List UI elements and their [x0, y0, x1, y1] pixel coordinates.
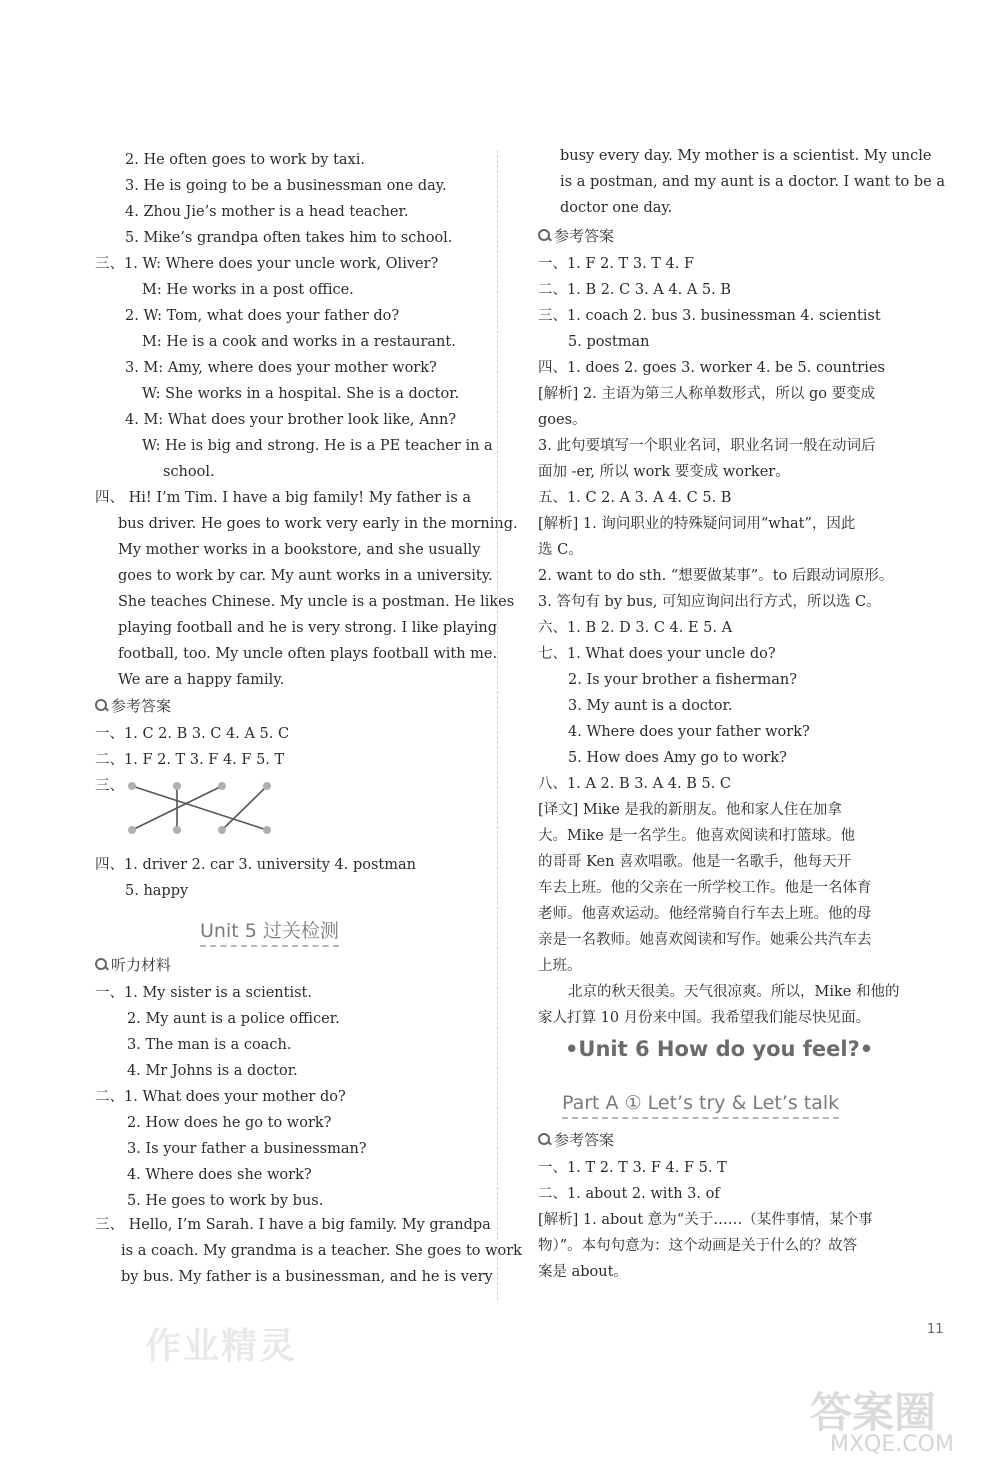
- text-line: 3. 答句有 by bus, 可知应询问出行方式，所以选 C。: [538, 594, 881, 610]
- text-line: 三、 Hello, I’m Sarah. I have a big family. My grandpa: [95, 1217, 491, 1233]
- text-line: [译文] Mike 是我的新朋友。他和家人住在加拿: [538, 802, 842, 818]
- text-line: 5. He goes to work by bus.: [127, 1193, 324, 1209]
- unit6-title: •Unit 6 How do you feel?•: [565, 1037, 874, 1061]
- text-line: goes to work by car. My aunt works in a university.: [118, 568, 493, 584]
- text-line: 4. Zhou Jie’s mother is a head teacher.: [125, 204, 409, 220]
- page-number: 11: [927, 1322, 944, 1337]
- text-line: 四、1. does 2. goes 3. worker 4. be 5. countries: [538, 360, 885, 376]
- text-line: 5. How does Amy go to work?: [568, 750, 787, 766]
- section-header-label: 参考答案: [111, 697, 172, 715]
- text-line: 2. My aunt is a police officer.: [127, 1011, 340, 1027]
- text-line: 五、1. C 2. A 3. A 4. C 5. B: [538, 490, 732, 506]
- text-line: 一、1. T 2. T 3. F 4. F 5. T: [538, 1160, 727, 1176]
- text-line: 二、1. about 2. with 3. of: [538, 1186, 720, 1202]
- text-line: 北京的秋天很美。天气很凉爽。所以，Mike 和他的: [568, 984, 900, 1000]
- text-line: 4. M: What does your brother look like, Ann?: [125, 412, 457, 428]
- text-line: 面加 -er, 所以 work 要变成 worker。: [538, 464, 790, 480]
- text-line: doctor one day.: [560, 200, 673, 216]
- section-header: [95, 696, 171, 716]
- text-line: 的哥哥 Ken 喜欢唱歌。他是一名歌手，他每天开: [538, 854, 852, 870]
- text-line: [解析] 2. 主语为第三人称单数形式，所以 go 要变成: [538, 386, 876, 402]
- text-line: 4. Where does she work?: [127, 1167, 312, 1183]
- magnifier-icon: [95, 699, 108, 712]
- text-line: goes。: [538, 412, 587, 428]
- text-line: 三、1. W: Where does your uncle work, Oliver?: [95, 256, 439, 272]
- text-line: 选 C。: [538, 542, 583, 558]
- watermark-right: [800, 1380, 985, 1460]
- text-line: 七、1. What does your uncle do?: [538, 646, 776, 662]
- text-line: 5. happy: [125, 883, 189, 899]
- text-line: 八、1. A 2. B 3. A 4. B 5. C: [538, 776, 732, 792]
- text-line: [解析] 1. about 意为“关于……（某件事情，某个事: [538, 1212, 873, 1228]
- text-line: 三、1. coach 2. bus 3. businessman 4. scientist: [538, 308, 881, 324]
- dot: [263, 782, 271, 790]
- watermark-left: 作业精灵: [145, 1325, 298, 1367]
- text-line: 四、1. driver 2. car 3. university 4. postman: [95, 857, 416, 873]
- dot: [218, 782, 226, 790]
- text-line: 4. Mr Johns is a doctor.: [127, 1063, 298, 1079]
- text-line: school.: [163, 464, 215, 480]
- watermark-big-text: 答案圈: [810, 1388, 937, 1437]
- text-line: 3. M: Amy, where does your mother work?: [125, 360, 437, 376]
- text-line: 家人打算 10 月份来中国。我希望我们能尽快见面。: [538, 1010, 871, 1026]
- text-line: 上班。: [538, 958, 582, 974]
- section-header-label: 参考答案: [554, 227, 615, 245]
- text-line: 5. Mike’s grandpa often takes him to school.: [125, 230, 453, 246]
- text-line: 老师。他喜欢运动。他经常骑自行车去上班。他的母: [538, 906, 872, 922]
- dot: [173, 826, 181, 834]
- text-line: 3. He is going to be a businessman one day.: [125, 178, 447, 194]
- text-line: 5. postman: [568, 334, 650, 350]
- dot: [128, 782, 136, 790]
- text-line: is a coach. My grandma is a teacher. She goes to work: [121, 1243, 522, 1259]
- text-line: is a postman, and my aunt is a doctor. I want to be a: [560, 174, 945, 190]
- magnifier-icon: [95, 958, 108, 971]
- text-line: 3. The man is a coach.: [127, 1037, 292, 1053]
- text-line: bus driver. He goes to work very early in the morning.: [118, 516, 518, 532]
- section-header: [95, 955, 171, 975]
- text-line: football, too. My uncle often plays football with me.: [118, 646, 498, 662]
- text-line: 六、1. B 2. D 3. C 4. E 5. A: [538, 620, 733, 636]
- text-line: 车去上班。他的父亲在一所学校工作。他是一名体育: [538, 880, 872, 896]
- dot: [218, 826, 226, 834]
- dot: [128, 826, 136, 834]
- text-line: 案是 about。: [538, 1264, 628, 1280]
- text-line: 4. Where does your father work?: [568, 724, 810, 740]
- magnifier-icon: [538, 1133, 551, 1146]
- matching-lines-figure: [125, 778, 275, 838]
- column-divider: [497, 150, 498, 1300]
- text-line: 2. He often goes to work by taxi.: [125, 152, 365, 168]
- text-line: busy every day. My mother is a scientist. My uncle: [560, 148, 932, 164]
- text-line: 三、: [95, 778, 124, 794]
- text-line: 一、1. My sister is a scientist.: [95, 985, 312, 1001]
- watermark-small-text: MXQE.COM: [830, 1432, 954, 1457]
- text-line: 大。Mike 是一名学生。他喜欢阅读和打篮球。他: [538, 828, 855, 844]
- text-line: 一、1. C 2. B 3. C 4. A 5. C: [95, 726, 290, 742]
- text-line: playing football and he is very strong. I like playing: [118, 620, 498, 636]
- text-line: M: He is a cook and works in a restaurant.: [142, 334, 456, 350]
- text-line: My mother works in a bookstore, and she usually: [118, 542, 481, 558]
- text-line: 二、1. F 2. T 3. F 4. F 5. T: [95, 752, 285, 768]
- text-line: W: She works in a hospital. She is a doctor.: [142, 386, 460, 402]
- magnifier-icon: [538, 229, 551, 242]
- text-line: W: He is big and strong. He is a PE teacher in a: [142, 438, 493, 454]
- text-line: 四、 Hi! I’m Tim. I have a big family! My father is a: [95, 490, 472, 506]
- text-line: 亲是一名教师。她喜欢阅读和写作。她乘公共汽车去: [538, 932, 872, 948]
- text-line: She teaches Chinese. My uncle is a postman. He likes: [118, 594, 515, 610]
- text-line: 一、1. F 2. T 3. T 4. F: [538, 256, 695, 272]
- section-header: [538, 1130, 614, 1150]
- text-line: 2. want to do sth. “想要做某事”。to 后跟动词原形。: [538, 568, 894, 584]
- text-line: 2. Is your brother a fisherman?: [568, 672, 797, 688]
- text-line: 物）”。本句句意为：这个动画是关于什么的？故答: [538, 1238, 858, 1254]
- section-header-label: 听力材料: [111, 956, 172, 974]
- section-header-label: 参考答案: [554, 1131, 615, 1149]
- text-line: M: He works in a post office.: [142, 282, 354, 298]
- dot: [173, 782, 181, 790]
- text-line: 2. How does he go to work?: [127, 1115, 332, 1131]
- text-line: 2. W: Tom, what does your father do?: [125, 308, 400, 324]
- section-header: [538, 226, 614, 246]
- text-line: 3. 此句要填写一个职业名词，职业名词一般在动词后: [538, 438, 876, 454]
- parta-title: Part A ① Let’s try & Let’s talk: [562, 1092, 839, 1114]
- dot: [263, 826, 271, 834]
- text-line: [解析] 1. 询问职业的特殊疑问词用“what”，因此: [538, 516, 856, 532]
- text-line: by bus. My father is a businessman, and he is very: [121, 1269, 493, 1285]
- unit5-title: Unit 5 过关检测: [200, 916, 339, 943]
- text-line: We are a happy family.: [118, 672, 285, 688]
- text-line: 3. My aunt is a doctor.: [568, 698, 733, 714]
- text-line: 3. Is your father a businessman?: [127, 1141, 367, 1157]
- text-line: 二、1. B 2. C 3. A 4. A 5. B: [538, 282, 732, 298]
- text-line: 二、1. What does your mother do?: [95, 1089, 346, 1105]
